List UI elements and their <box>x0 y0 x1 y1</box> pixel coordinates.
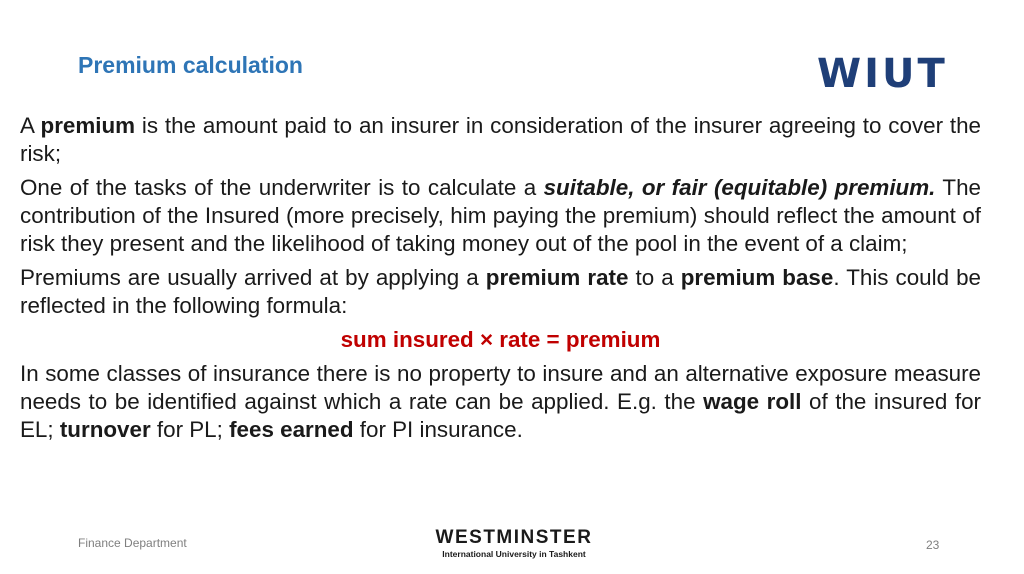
page-number: 23 <box>926 538 940 552</box>
westminster-logo <box>429 528 599 560</box>
bold-term-turnover: turnover <box>59 417 151 442</box>
paragraph-premium-definition <box>20 112 981 168</box>
footer-department: Finance Department <box>78 536 187 550</box>
slide-title: Premium calculation <box>78 52 303 78</box>
bold-italic-term-fair-premium: suitable, or fair (equitable) premium. <box>543 175 936 200</box>
bold-term-wage-roll: wage roll <box>703 389 802 414</box>
westminster-logo-main: WESTMINSTER <box>435 527 593 548</box>
bold-term-fees-earned: fees earned <box>229 417 354 442</box>
paragraph-exposure-measure <box>20 360 981 444</box>
text-run: Premiums are usually arrived at by applying a <box>20 265 486 290</box>
text-run: The contribution of the Insured (more precisely, him paying the premium) should reflect the amount of risk they present and the likelihood of taking money out of the pool in the event of a claim; <box>20 175 981 256</box>
bold-term-premium-rate: premium rate <box>485 265 629 290</box>
text-run: for PI insurance. <box>353 417 523 442</box>
westminster-logo-subtitle: International University in Tashkent <box>442 549 586 559</box>
text-run: One of the tasks of the underwriter is to calculate a <box>20 175 544 200</box>
wiut-logo: WIUT <box>817 51 948 97</box>
text-run: to a <box>628 265 681 290</box>
text-run: is the amount paid to an insurer in consideration of the insurer agreeing to cover the risk; <box>20 113 981 166</box>
paragraph-underwriter-task <box>20 174 981 258</box>
bold-term-premium: premium <box>40 113 136 138</box>
text-run: for PL; <box>150 417 230 442</box>
premium-formula: sum insured × rate = premium <box>340 327 661 352</box>
text-run: A <box>20 113 41 138</box>
text-run: . This could be reflected in the following formula: <box>20 265 982 318</box>
paragraph-premium-rate <box>20 264 981 320</box>
text-run: In some classes of insurance there is no property to insure and an alternative exposure measure needs to be identified against which a rate can be applied. E.g. the <box>20 361 981 414</box>
slide-body <box>20 112 981 450</box>
text-run: of the insured for EL; <box>20 389 981 442</box>
bold-term-premium-base: premium base <box>680 265 834 290</box>
